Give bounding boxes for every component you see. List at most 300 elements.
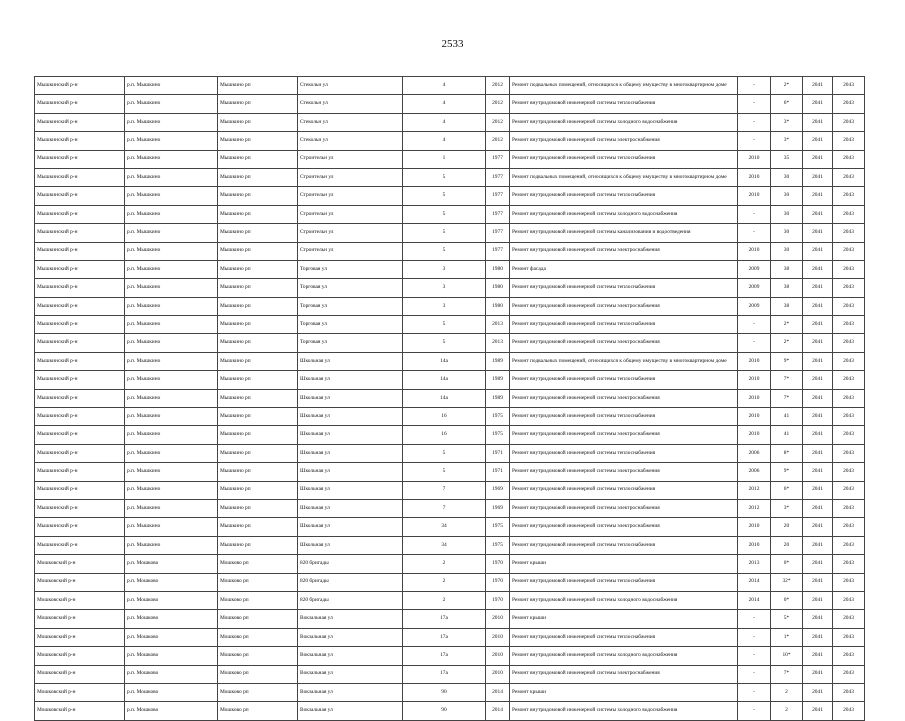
end-year-cell: 2043 [833,77,865,95]
build-year-cell: 1970 [486,591,510,609]
work-type-cell: Ремонт внутридомовой инженерной системы теплоснабжения [510,481,738,499]
work-type-cell: Ремонт внутридомовой инженерной системы электроснабжения [510,463,738,481]
work-type-cell: Ремонт внутридомовой инженерной системы холодного водоснабжения [510,591,738,609]
table-row [35,205,865,223]
district-cell: Мышкинский р-н [35,352,125,370]
street-cell: Строительн ул [298,168,403,186]
build-year-cell: 2010 [486,647,510,665]
house-number-cell: 90 [403,683,486,701]
last-repair-year-cell: 2010 [738,371,771,389]
locality-cell: Мошково рп [218,628,298,646]
end-year-cell: 2043 [833,702,865,720]
start-year-cell: 2041 [803,316,833,334]
wear-cell: 20 [771,536,803,554]
table-row [35,499,865,517]
start-year-cell: 2041 [803,463,833,481]
street-cell: Вокзальная ул [298,665,403,683]
last-repair-year-cell: 2010 [738,389,771,407]
end-year-cell: 2043 [833,463,865,481]
start-year-cell: 2041 [803,297,833,315]
last-repair-year-cell: 2010 [738,408,771,426]
last-repair-year-cell: 2012 [738,499,771,517]
wear-cell: 3* [771,499,803,517]
street-cell: Стекольн ул [298,132,403,150]
end-year-cell: 2043 [833,95,865,113]
last-repair-year-cell: 2014 [738,591,771,609]
start-year-cell: 2041 [803,242,833,260]
wear-cell: 41 [771,426,803,444]
start-year-cell: 2041 [803,555,833,573]
locality-cell: Мышкино рп [218,316,298,334]
street-cell: Вокзальная ул [298,628,403,646]
district-cell: Мошковский р-н [35,591,125,609]
build-year-cell: 1989 [486,352,510,370]
settlement-cell: р.п. Мошково [125,702,218,720]
end-year-cell: 2043 [833,628,865,646]
last-repair-year-cell: 2006 [738,463,771,481]
build-year-cell: 2010 [486,610,510,628]
work-type-cell: Ремонт внутридомовой инженерной системы теплоснабжения [510,187,738,205]
settlement-cell: р.п. Мышкино [125,463,218,481]
build-year-cell: 1980 [486,297,510,315]
last-repair-year-cell: - [738,224,771,242]
start-year-cell: 2041 [803,702,833,720]
build-year-cell: 1975 [486,408,510,426]
settlement-cell: р.п. Мышкино [125,518,218,536]
wear-cell: 30 [771,242,803,260]
start-year-cell: 2041 [803,518,833,536]
work-type-cell: Ремонт подвальных помещений, относящихся к общему имуществу в многоквартирном доме [510,352,738,370]
end-year-cell: 2043 [833,168,865,186]
last-repair-year-cell: 2012 [738,481,771,499]
settlement-cell: р.п. Мышкино [125,224,218,242]
settlement-cell: р.п. Мошково [125,647,218,665]
house-number-cell: 14а [403,352,486,370]
settlement-cell: р.п. Мышкино [125,260,218,278]
end-year-cell: 2043 [833,683,865,701]
district-cell: Мышкинский р-н [35,334,125,352]
table-row [35,279,865,297]
work-type-cell: Ремонт внутридомовой инженерной системы теплоснабжения [510,371,738,389]
start-year-cell: 2041 [803,279,833,297]
district-cell: Мышкинский р-н [35,371,125,389]
settlement-cell: р.п. Мышкино [125,334,218,352]
locality-cell: Мышкино рп [218,132,298,150]
house-number-cell: 16 [403,426,486,444]
locality-cell: Мышкино рп [218,536,298,554]
build-year-cell: 1977 [486,168,510,186]
locality-cell: Мышкино рп [218,389,298,407]
start-year-cell: 2041 [803,205,833,223]
wear-cell: 1* [771,628,803,646]
street-cell: Торговая ул [298,334,403,352]
street-cell: 820 бригады [298,591,403,609]
locality-cell: Мышкино рп [218,481,298,499]
house-number-cell: 5 [403,242,486,260]
house-number-cell: 14а [403,371,486,389]
wear-cell: 30 [771,224,803,242]
end-year-cell: 2043 [833,297,865,315]
end-year-cell: 2043 [833,150,865,168]
work-type-cell: Ремонт фасада [510,260,738,278]
start-year-cell: 2041 [803,132,833,150]
work-type-cell: Ремонт внутридомовой инженерной системы холодного водоснабжения [510,113,738,131]
build-year-cell: 2010 [486,628,510,646]
locality-cell: Мошково рп [218,665,298,683]
district-cell: Мошковский р-н [35,628,125,646]
work-type-cell: Ремонт крыши [510,683,738,701]
build-year-cell: 1971 [486,463,510,481]
wear-cell: 38 [771,297,803,315]
start-year-cell: 2041 [803,77,833,95]
end-year-cell: 2043 [833,536,865,554]
start-year-cell: 2041 [803,260,833,278]
work-type-cell: Ремонт внутридомовой инженерной системы холодного водоснабжения [510,205,738,223]
district-cell: Мышкинский р-н [35,77,125,95]
end-year-cell: 2043 [833,647,865,665]
table-row [35,536,865,554]
end-year-cell: 2043 [833,481,865,499]
settlement-cell: р.п. Мышкино [125,444,218,462]
district-cell: Мышкинский р-н [35,150,125,168]
table-row [35,389,865,407]
last-repair-year-cell: - [738,77,771,95]
build-year-cell: 1977 [486,187,510,205]
district-cell: Мышкинский р-н [35,113,125,131]
street-cell: Стекольн ул [298,77,403,95]
district-cell: Мышкинский р-н [35,279,125,297]
work-type-cell: Ремонт внутридомовой инженерной системы электроснабжения [510,518,738,536]
start-year-cell: 2041 [803,481,833,499]
last-repair-year-cell: 2010 [738,187,771,205]
table-row [35,610,865,628]
table-row [35,628,865,646]
last-repair-year-cell: - [738,647,771,665]
build-year-cell: 1989 [486,371,510,389]
start-year-cell: 2041 [803,168,833,186]
end-year-cell: 2043 [833,499,865,517]
table-row [35,555,865,573]
street-cell: Школьная ул [298,536,403,554]
wear-cell: 9* [771,463,803,481]
house-number-cell: 5 [403,316,486,334]
build-year-cell: 2014 [486,702,510,720]
table-row [35,408,865,426]
street-cell: Школьная ул [298,518,403,536]
locality-cell: Мышкино рп [218,279,298,297]
table-row [35,481,865,499]
last-repair-year-cell: 2009 [738,260,771,278]
settlement-cell: р.п. Мышкино [125,150,218,168]
wear-cell: 0* [771,591,803,609]
build-year-cell: 2012 [486,77,510,95]
end-year-cell: 2043 [833,279,865,297]
house-number-cell: 7 [403,481,486,499]
table-row [35,665,865,683]
house-number-cell: 3 [403,297,486,315]
settlement-cell: р.п. Мышкино [125,168,218,186]
house-number-cell: 1 [403,150,486,168]
start-year-cell: 2041 [803,95,833,113]
wear-cell: 30 [771,205,803,223]
district-cell: Мошковский р-н [35,702,125,720]
settlement-cell: р.п. Мошково [125,683,218,701]
build-year-cell: 2012 [486,95,510,113]
page-number: 2533 [441,38,464,50]
start-year-cell: 2041 [803,334,833,352]
start-year-cell: 2041 [803,371,833,389]
district-cell: Мошковский р-н [35,573,125,591]
work-type-cell: Ремонт подвальных помещений, относящихся к общему имуществу в многоквартирном доме [510,168,738,186]
street-cell: Торговая ул [298,279,403,297]
street-cell: Школьная ул [298,444,403,462]
house-number-cell: 5 [403,205,486,223]
start-year-cell: 2041 [803,426,833,444]
settlement-cell: р.п. Мышкино [125,242,218,260]
district-cell: Мышкинский р-н [35,95,125,113]
build-year-cell: 1975 [486,426,510,444]
house-number-cell: 17а [403,647,486,665]
work-type-cell: Ремонт внутридомовой инженерной системы электроснабжения [510,334,738,352]
table-row [35,334,865,352]
table-row [35,371,865,389]
end-year-cell: 2043 [833,224,865,242]
house-number-cell: 5 [403,463,486,481]
start-year-cell: 2041 [803,573,833,591]
end-year-cell: 2043 [833,665,865,683]
wear-cell: 6* [771,481,803,499]
start-year-cell: 2041 [803,647,833,665]
locality-cell: Мышкино рп [218,77,298,95]
settlement-cell: р.п. Мышкино [125,77,218,95]
house-number-cell: 3 [403,260,486,278]
settlement-cell: р.п. Мышкино [125,352,218,370]
settlement-cell: р.п. Мышкино [125,205,218,223]
end-year-cell: 2043 [833,444,865,462]
table-row [35,647,865,665]
end-year-cell: 2043 [833,408,865,426]
street-cell: Строительн ул [298,242,403,260]
locality-cell: Мышкино рп [218,426,298,444]
build-year-cell: 1971 [486,444,510,462]
locality-cell: Мышкино рп [218,499,298,517]
end-year-cell: 2043 [833,573,865,591]
last-repair-year-cell: - [738,95,771,113]
table-row [35,426,865,444]
work-type-cell: Ремонт внутридомовой инженерной системы электроснабжения [510,665,738,683]
district-cell: Мышкинский р-н [35,205,125,223]
street-cell: Стекольн ул [298,113,403,131]
table-row [35,518,865,536]
build-year-cell: 2012 [486,113,510,131]
locality-cell: Мышкино рп [218,371,298,389]
house-number-cell: 5 [403,224,486,242]
work-type-cell: Ремонт внутридомовой инженерной системы теплоснабжения [510,536,738,554]
wear-cell: 41 [771,408,803,426]
start-year-cell: 2041 [803,113,833,131]
district-cell: Мошковский р-н [35,665,125,683]
work-type-cell: Ремонт внутридомовой инженерной системы теплоснабжения [510,316,738,334]
wear-cell: 10* [771,647,803,665]
end-year-cell: 2043 [833,518,865,536]
end-year-cell: 2043 [833,352,865,370]
wear-cell: 30 [771,168,803,186]
end-year-cell: 2043 [833,371,865,389]
house-number-cell: 5 [403,168,486,186]
house-number-cell: 2 [403,555,486,573]
last-repair-year-cell: 2010 [738,168,771,186]
street-cell: Строительн ул [298,224,403,242]
house-number-cell: 5 [403,187,486,205]
street-cell: Школьная ул [298,463,403,481]
locality-cell: Мышкино рп [218,95,298,113]
last-repair-year-cell: - [738,628,771,646]
settlement-cell: р.п. Мышкино [125,297,218,315]
house-number-cell: 16 [403,408,486,426]
build-year-cell: 1989 [486,389,510,407]
work-type-cell: Ремонт внутридомовой инженерной системы теплоснабжения [510,150,738,168]
house-number-cell: 17а [403,610,486,628]
start-year-cell: 2041 [803,610,833,628]
district-cell: Мышкинский р-н [35,426,125,444]
table-row [35,316,865,334]
locality-cell: Мышкино рп [218,205,298,223]
start-year-cell: 2041 [803,352,833,370]
table-row [35,573,865,591]
build-year-cell: 2014 [486,683,510,701]
start-year-cell: 2041 [803,224,833,242]
work-type-cell: Ремонт внутридомовой инженерной системы теплоснабжения [510,95,738,113]
street-cell: Вокзальная ул [298,610,403,628]
table-row [35,591,865,609]
start-year-cell: 2041 [803,683,833,701]
work-type-cell: Ремонт внутридомовой инженерной системы теплоснабжения [510,444,738,462]
settlement-cell: р.п. Мошково [125,610,218,628]
district-cell: Мошковский р-н [35,647,125,665]
locality-cell: Мышкино рп [218,518,298,536]
last-repair-year-cell: 2010 [738,518,771,536]
work-type-cell: Ремонт внутридомовой инженерной системы теплоснабжения [510,279,738,297]
district-cell: Мошковский р-н [35,683,125,701]
locality-cell: Мышкино рп [218,408,298,426]
last-repair-year-cell: - [738,334,771,352]
work-type-cell: Ремонт крыши [510,610,738,628]
last-repair-year-cell: 2010 [738,150,771,168]
locality-cell: Мошково рп [218,573,298,591]
last-repair-year-cell: 2013 [738,555,771,573]
last-repair-year-cell: 2009 [738,297,771,315]
house-number-cell: 17а [403,665,486,683]
wear-cell: 2* [771,334,803,352]
end-year-cell: 2043 [833,260,865,278]
last-repair-year-cell: 2014 [738,573,771,591]
house-number-cell: 14а [403,389,486,407]
start-year-cell: 2041 [803,628,833,646]
locality-cell: Мышкино рп [218,297,298,315]
locality-cell: Мышкино рп [218,150,298,168]
street-cell: Школьная ул [298,389,403,407]
street-cell: Торговая ул [298,297,403,315]
house-number-cell: 4 [403,95,486,113]
district-cell: Мошковский р-н [35,555,125,573]
table-row [35,224,865,242]
wear-cell: 2* [771,77,803,95]
wear-cell: 3* [771,132,803,150]
locality-cell: Мошково рп [218,647,298,665]
last-repair-year-cell: - [738,610,771,628]
settlement-cell: р.п. Мошково [125,573,218,591]
build-year-cell: 1980 [486,279,510,297]
district-cell: Мышкинский р-н [35,132,125,150]
street-cell: Торговая ул [298,260,403,278]
district-cell: Мышкинский р-н [35,481,125,499]
house-number-cell: 7 [403,499,486,517]
street-cell: Вокзальная ул [298,683,403,701]
build-year-cell: 1977 [486,242,510,260]
wear-cell: 20 [771,518,803,536]
last-repair-year-cell: - [738,132,771,150]
build-year-cell: 1969 [486,499,510,517]
work-type-cell: Ремонт внутридомовой инженерной системы холодного водоснабжения [510,647,738,665]
start-year-cell: 2041 [803,389,833,407]
district-cell: Мышкинский р-н [35,297,125,315]
last-repair-year-cell: - [738,683,771,701]
last-repair-year-cell: 2009 [738,279,771,297]
start-year-cell: 2041 [803,150,833,168]
wear-cell: 2 [771,683,803,701]
last-repair-year-cell: - [738,665,771,683]
end-year-cell: 2043 [833,610,865,628]
table-row [35,95,865,113]
district-cell: Мышкинский р-н [35,260,125,278]
wear-cell: 3* [771,113,803,131]
wear-cell: 7* [771,665,803,683]
house-number-cell: 5 [403,334,486,352]
settlement-cell: р.п. Мышкино [125,95,218,113]
locality-cell: Мышкино рп [218,260,298,278]
work-type-cell: Ремонт внутридомовой инженерной системы электроснабжения [510,242,738,260]
settlement-cell: р.п. Мышкино [125,389,218,407]
settlement-cell: р.п. Мошково [125,665,218,683]
start-year-cell: 2041 [803,187,833,205]
settlement-cell: р.п. Мышкино [125,132,218,150]
work-type-cell: Ремонт внутридомовой инженерной системы теплоснабжения [510,573,738,591]
house-number-cell: 34 [403,536,486,554]
wear-cell: 2* [771,316,803,334]
locality-cell: Мышкино рп [218,463,298,481]
build-year-cell: 1970 [486,555,510,573]
work-type-cell: Ремонт внутридомовой инженерной системы канализования и водоотведения [510,224,738,242]
last-repair-year-cell: - [738,113,771,131]
table-row [35,132,865,150]
work-type-cell: Ремонт внутридомовой инженерной системы теплоснабжения [510,408,738,426]
table-row [35,187,865,205]
build-year-cell: 2013 [486,316,510,334]
settlement-cell: р.п. Мышкино [125,279,218,297]
district-cell: Мошковский р-н [35,610,125,628]
wear-cell: 7* [771,371,803,389]
build-year-cell: 2012 [486,132,510,150]
house-number-cell: 90 [403,702,486,720]
district-cell: Мышкинский р-н [35,408,125,426]
locality-cell: Мышкино рп [218,187,298,205]
settlement-cell: р.п. Мышкино [125,499,218,517]
work-type-cell: Ремонт внутридомовой инженерной системы электроснабжения [510,389,738,407]
locality-cell: Мышкино рп [218,224,298,242]
build-year-cell: 1977 [486,205,510,223]
start-year-cell: 2041 [803,408,833,426]
house-number-cell: 5 [403,444,486,462]
